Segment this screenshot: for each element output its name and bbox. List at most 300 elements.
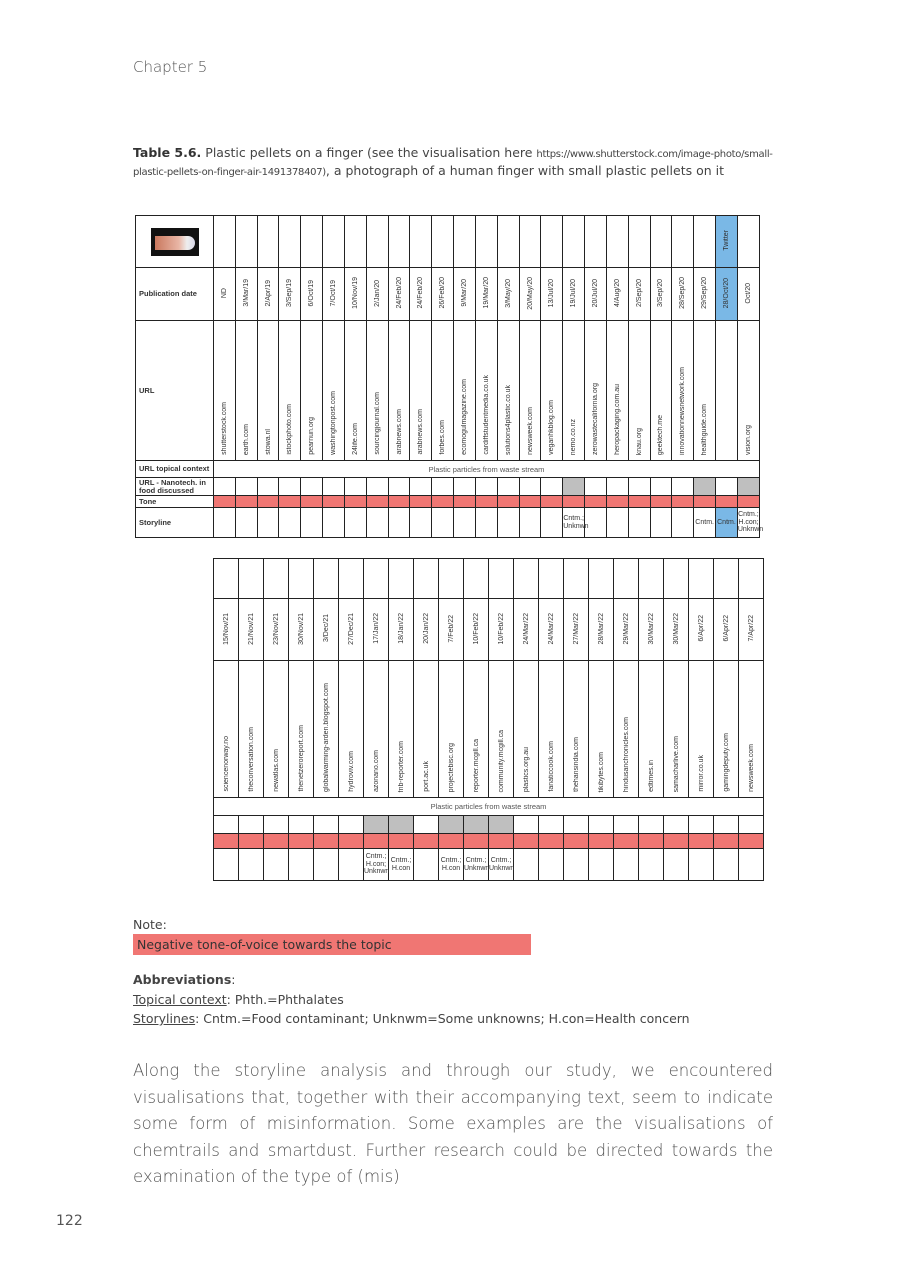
storyline-text: Cntm.; Unknwn	[464, 857, 490, 872]
publication-date	[514, 599, 539, 661]
publication-date	[628, 268, 650, 321]
publication-date	[364, 599, 389, 661]
url-cell	[414, 661, 439, 798]
publication-date	[737, 268, 759, 321]
publication-date	[614, 599, 639, 661]
date-text: 21/Nov/21	[247, 612, 255, 645]
storyline-cell	[628, 508, 650, 538]
tone-cell	[564, 834, 589, 849]
table-row	[214, 798, 764, 816]
url-cell	[614, 661, 639, 798]
platform-cell	[614, 559, 639, 599]
storyline-cell	[737, 508, 764, 538]
table-row	[214, 599, 764, 661]
url-cell	[239, 661, 264, 798]
url-text: mirror.co.uk	[697, 755, 705, 792]
date-text: 20/Jul/20	[591, 278, 599, 308]
url-cell	[464, 661, 489, 798]
topical-context-cell	[214, 798, 764, 816]
storyline-cell	[439, 849, 464, 881]
date-text: 29/Sep/20	[701, 277, 709, 309]
tone-cell	[716, 496, 738, 508]
platform-cell	[694, 216, 716, 268]
storyline-cell	[716, 508, 738, 538]
url-text: 24life.com	[351, 423, 359, 455]
date-text: 24/Mar/22	[522, 612, 530, 645]
table-row	[136, 461, 760, 478]
storyline-cell	[694, 508, 716, 538]
url-text: forbes.com	[439, 420, 447, 455]
platform-cell	[628, 216, 650, 268]
platform-cell	[539, 559, 564, 599]
url-cell	[519, 321, 541, 461]
tone-cell	[214, 496, 236, 508]
publication-date	[464, 599, 489, 661]
url-cell	[364, 661, 389, 798]
table-row	[214, 849, 764, 881]
url-text: community.mcgill.ca	[497, 729, 505, 792]
publication-date	[239, 599, 264, 661]
tone-cell	[389, 834, 414, 849]
url-text: sciencenorway.no	[222, 736, 230, 792]
publication-date	[564, 599, 589, 661]
nanotech-cell	[716, 478, 738, 496]
url-cell	[454, 321, 476, 461]
storyline-cell	[301, 508, 323, 538]
url-text: nemo.co.nz	[570, 418, 578, 455]
storylines-text: : Cntm.=Food contaminant; Unknwm=Some unknowns; H.con=Health concern	[195, 1011, 690, 1026]
chapter-header: Chapter 5	[133, 58, 208, 76]
platform-cell	[650, 216, 672, 268]
publication-date	[214, 599, 239, 661]
nanotech-cell	[589, 816, 614, 834]
tone-cell	[614, 834, 639, 849]
platform-cell	[235, 216, 257, 268]
tone-cell	[344, 496, 366, 508]
date-text: 17/Jan/22	[372, 613, 380, 644]
nanotech-cell	[689, 816, 714, 834]
tone-cell	[339, 834, 364, 849]
row-label-storyline	[136, 508, 214, 538]
url-text: samacharlive.com	[672, 735, 680, 792]
table-row	[214, 559, 764, 599]
storyline-cell	[714, 849, 739, 881]
tone-cell	[585, 496, 607, 508]
url-cell	[737, 321, 759, 461]
storyline-cell	[639, 849, 664, 881]
nanotech-cell	[454, 478, 476, 496]
url-cell	[650, 321, 672, 461]
date-text: 26/Feb/20	[439, 277, 447, 309]
nanotech-cell	[639, 816, 664, 834]
storyline-text: Cntm.; H.con; Unknwn	[737, 511, 764, 534]
nanotech-cell	[235, 478, 257, 496]
platform-cell	[489, 559, 514, 599]
url-cell	[514, 661, 539, 798]
url-cell	[279, 321, 301, 461]
date-text: 28/Mar/22	[597, 612, 605, 645]
platform-cell	[414, 559, 439, 599]
url-cell	[564, 661, 589, 798]
date-text: 10/Feb/22	[497, 612, 505, 645]
url-text: thenetzeroreport.com	[297, 725, 305, 792]
url-text: zerowastecalifornia.org	[591, 383, 599, 455]
thumbnail-cell	[136, 216, 214, 268]
url-text: healthguide.com	[701, 403, 709, 455]
date-text: 24/Feb/20	[395, 277, 403, 309]
url-text: knau.org	[635, 427, 643, 455]
url-text: shutterstock.com	[220, 402, 228, 455]
url-text: hindusanchronicles.com	[622, 716, 630, 792]
nanotech-cell	[614, 816, 639, 834]
date-text: 27/Mar/22	[572, 612, 580, 645]
storyline-cell	[388, 508, 410, 538]
date-text: 29/Mar/22	[622, 612, 630, 645]
nanotech-cell	[410, 478, 432, 496]
row-label-topical	[136, 461, 214, 478]
url-cell	[541, 321, 563, 461]
url-text: plastics.org.au	[522, 746, 530, 792]
body-paragraph: Along the storyline analysis and through our study, we encountered visualisations that, together with their accompanying text, seem to indicate some form of misinformation. Some examples are the visualisations of chemtrails and smartdust. Further research could be directed towards the examination of the type of (mis)	[133, 1061, 773, 1186]
url-text: azonano.com	[372, 749, 380, 792]
publication-date	[541, 268, 563, 321]
publication-date	[714, 599, 739, 661]
nanotech-cell	[239, 816, 264, 834]
tone-cell	[514, 834, 539, 849]
url-cell	[432, 321, 454, 461]
publication-date	[235, 268, 257, 321]
url-text: newsweek.com	[526, 407, 534, 455]
storyline-cell	[235, 508, 257, 538]
platform-cell	[737, 216, 759, 268]
publication-date	[689, 599, 714, 661]
nanotech-cell	[339, 816, 364, 834]
row-label-nanotech	[136, 478, 214, 496]
publication-date	[279, 268, 301, 321]
storyline-cell	[279, 508, 301, 538]
platform-cell	[454, 216, 476, 268]
publication-date	[475, 268, 497, 321]
nanotech-cell	[388, 478, 410, 496]
storyline-cell	[541, 508, 563, 538]
url-cell	[344, 321, 366, 461]
url-text: cardiffstudentmedia.co.uk	[482, 375, 490, 455]
date-text: 3/Mar/19	[242, 279, 250, 307]
publication-date	[257, 268, 279, 321]
tone-cell	[235, 496, 257, 508]
date-text: 7/Apr/22	[747, 615, 755, 642]
table-row	[136, 216, 760, 268]
platform-cell	[388, 216, 410, 268]
platform-cell	[279, 216, 301, 268]
tone-cell	[432, 496, 454, 508]
url-text: pearnun.org	[308, 417, 316, 455]
platform-cell	[289, 559, 314, 599]
url-text: istockphoto.com	[286, 404, 294, 455]
storyline-cell	[214, 849, 239, 881]
tone-cell	[672, 496, 694, 508]
nanotech-cell	[489, 816, 514, 834]
url-cell	[606, 321, 628, 461]
platform-cell	[564, 559, 589, 599]
url-text: veganhkblog.com	[548, 400, 556, 455]
url-text: stowa.nl	[264, 429, 272, 455]
tone-cell	[364, 834, 389, 849]
storyline-cell	[489, 849, 514, 881]
storyline-cell	[664, 849, 689, 881]
storyline-text: Cntm.	[717, 518, 736, 526]
nanotech-cell	[439, 816, 464, 834]
url-text: fanaticcook.com	[547, 741, 555, 792]
tone-cell	[323, 496, 345, 508]
nanotech-cell	[672, 478, 694, 496]
url-cell	[563, 321, 585, 461]
date-text: 23/Nov/21	[272, 612, 280, 645]
tone-cell	[439, 834, 464, 849]
publication-date	[432, 268, 454, 321]
tone-cell	[739, 834, 764, 849]
platform-cell	[714, 559, 739, 599]
platform-cell	[497, 216, 519, 268]
storyline-cell	[289, 849, 314, 881]
publication-date	[323, 268, 345, 321]
tone-cell	[214, 834, 239, 849]
nanotech-cell	[414, 816, 439, 834]
platform-label: Twitter	[722, 230, 730, 251]
url-cell	[739, 661, 764, 798]
publication-date	[497, 268, 519, 321]
table-row	[214, 661, 764, 798]
platform-cell	[410, 216, 432, 268]
storyline-cell	[454, 508, 476, 538]
topical-context-label: Topical context	[133, 991, 227, 1007]
tone-cell	[257, 496, 279, 508]
date-text: 30/Mar/22	[672, 612, 680, 645]
label: Storyline	[139, 517, 172, 527]
storyline-text: Cntm.	[695, 518, 714, 526]
nanotech-cell	[214, 478, 236, 496]
date-text: 7/Oct/19	[330, 279, 338, 307]
topical-context-text: : Phth.=Phthalates	[226, 991, 344, 1007]
tone-cell	[264, 834, 289, 849]
tone-cell	[314, 834, 339, 849]
url-cell	[439, 661, 464, 798]
publication-date	[439, 599, 464, 661]
url-text: gamingdeputy.com	[722, 733, 730, 792]
label: URL	[139, 385, 155, 395]
storyline-cell	[364, 849, 389, 881]
date-text: 3/Dec/21	[322, 614, 330, 643]
storyline-cell	[650, 508, 672, 538]
finger-pellets-image	[151, 228, 199, 256]
date-text: 10/Feb/22	[472, 612, 480, 645]
url-text: tikibytes.com	[597, 751, 605, 792]
storyline-cell	[589, 849, 614, 881]
platform-cell	[439, 559, 464, 599]
nanotech-cell	[541, 478, 563, 496]
nanotech-cell	[514, 816, 539, 834]
url-cell	[589, 661, 614, 798]
url-cell	[489, 661, 514, 798]
storyline-text: Cntm.; Unknwn	[563, 515, 589, 530]
tone-cell	[289, 834, 314, 849]
date-text: 28/Sep/20	[679, 277, 687, 309]
publication-date	[650, 268, 672, 321]
date-text: 2/Jan/20	[373, 279, 381, 307]
storyline-cell	[432, 508, 454, 538]
caption-text-2: , a photograph of a human finger with small plastic pellets on it	[325, 163, 724, 178]
nanotech-cell	[539, 816, 564, 834]
platform-cell	[689, 559, 714, 599]
tone-cell	[489, 834, 514, 849]
nanotech-cell	[519, 478, 541, 496]
publication-date	[539, 599, 564, 661]
platform-cell	[606, 216, 628, 268]
url-text: thehansindia.com	[572, 737, 580, 792]
date-text: 27/Dec/21	[347, 612, 355, 645]
nanotech-cell	[563, 478, 585, 496]
nanotech-cell	[289, 816, 314, 834]
url-text: arabnews.com	[395, 409, 403, 455]
table-row	[136, 268, 760, 321]
platform-cell	[364, 559, 389, 599]
table-row	[214, 834, 764, 849]
platform-cell	[432, 216, 454, 268]
nanotech-cell	[257, 478, 279, 496]
platform-cell	[664, 559, 689, 599]
tone-cell	[388, 496, 410, 508]
url-cell	[539, 661, 564, 798]
legend-negative-tone: Negative tone-of-voice towards the topic	[133, 934, 531, 955]
storyline-cell	[514, 849, 539, 881]
date-text: 6/Apr/22	[697, 615, 705, 642]
tone-cell	[366, 496, 388, 508]
tone-cell	[694, 496, 716, 508]
url-text: ecomogulmagazine.com	[461, 379, 469, 455]
platform-cell	[739, 559, 764, 599]
nanotech-cell	[739, 816, 764, 834]
storyline-cell	[264, 849, 289, 881]
storyline-text: Cntm.; H.con; Unknwn	[364, 853, 390, 876]
url-cell	[585, 321, 607, 461]
date-text: 4/Aug/20	[613, 278, 621, 308]
topical-context-cell	[214, 461, 760, 478]
tone-cell	[639, 834, 664, 849]
date-text: 6/Oct/19	[308, 279, 316, 307]
date-text: 2/Apr/19	[264, 279, 272, 307]
url-cell	[664, 661, 689, 798]
tone-cell	[650, 496, 672, 508]
date-text: 24/Mar/22	[547, 612, 555, 645]
url-cell	[628, 321, 650, 461]
nanotech-cell	[714, 816, 739, 834]
date-text: 28/Oct/20	[722, 277, 730, 309]
tone-cell	[628, 496, 650, 508]
tone-cell	[410, 496, 432, 508]
date-text: 20/Jan/22	[422, 613, 430, 644]
platform-cell	[672, 216, 694, 268]
publication-date	[454, 268, 476, 321]
date-text: 13/Jul/20	[548, 278, 556, 308]
publication-date	[585, 268, 607, 321]
url-text: sourcingjournal.com	[373, 392, 381, 455]
url-text: earth.com	[242, 423, 250, 455]
table-row	[136, 478, 760, 496]
label: Publication date	[139, 289, 197, 298]
nanotech-cell	[694, 478, 716, 496]
url-text: innovationnewsnetwork.com	[679, 367, 687, 455]
table-row	[136, 321, 760, 461]
platform-cell	[323, 216, 345, 268]
nanotech-cell	[650, 478, 672, 496]
url-cell	[257, 321, 279, 461]
nanotech-cell	[564, 816, 589, 834]
date-text: Oct/20	[744, 282, 752, 304]
url-cell	[714, 661, 739, 798]
publication-date	[716, 268, 738, 321]
tone-cell	[541, 496, 563, 508]
date-text: 3/May/20	[504, 278, 512, 308]
nanotech-cell	[475, 478, 497, 496]
url-cell	[301, 321, 323, 461]
tone-cell	[737, 496, 759, 508]
url-cell	[716, 321, 738, 461]
nanotech-cell	[497, 478, 519, 496]
platform-cell	[519, 216, 541, 268]
date-text: 30/Mar/22	[647, 612, 655, 645]
storyline-cell	[564, 849, 589, 881]
storylines-label: Storylines	[133, 1011, 196, 1026]
url-text: geektech.me	[657, 414, 665, 455]
storyline-cell	[366, 508, 388, 538]
publication-date	[589, 599, 614, 661]
url-cell	[235, 321, 257, 461]
platform-cell	[716, 216, 738, 268]
storyline-cell	[339, 849, 364, 881]
storyline-cell	[414, 849, 439, 881]
platform-cell	[639, 559, 664, 599]
publication-date	[388, 268, 410, 321]
publication-date	[489, 599, 514, 661]
tone-cell	[539, 834, 564, 849]
label: URL topical context	[139, 464, 210, 473]
url-text: arabnews.com	[417, 409, 425, 455]
topical-text: Plastic particles from waste stream	[430, 802, 547, 811]
url-text: port.ac.uk	[422, 761, 430, 792]
storyline-text: Cntm.; H.con	[390, 857, 412, 872]
row-label-url	[136, 321, 214, 461]
tone-cell	[519, 496, 541, 508]
table-row	[214, 816, 764, 834]
url-cell	[689, 661, 714, 798]
url-cell	[672, 321, 694, 461]
storyline-text: Cntm.; Unknwn	[489, 857, 515, 872]
storyline-cell	[257, 508, 279, 538]
caption-link[interactable]: https://www.shutterstock.com/image-photo/small-plastic-pellets-on-finger-air-1491378407)	[133, 149, 773, 178]
url-cell	[497, 321, 519, 461]
storyline-cell	[497, 508, 519, 538]
date-text: 3/Sep/19	[286, 278, 294, 308]
platform-cell	[366, 216, 388, 268]
storyline-cell	[344, 508, 366, 538]
date-text: 19/Mar/20	[482, 277, 490, 309]
date-text: 24/Feb/20	[417, 277, 425, 309]
storyline-cell	[519, 508, 541, 538]
tone-cell	[606, 496, 628, 508]
publication-date	[366, 268, 388, 321]
nanotech-cell	[464, 816, 489, 834]
abbreviations-title: Abbreviations	[133, 972, 232, 987]
